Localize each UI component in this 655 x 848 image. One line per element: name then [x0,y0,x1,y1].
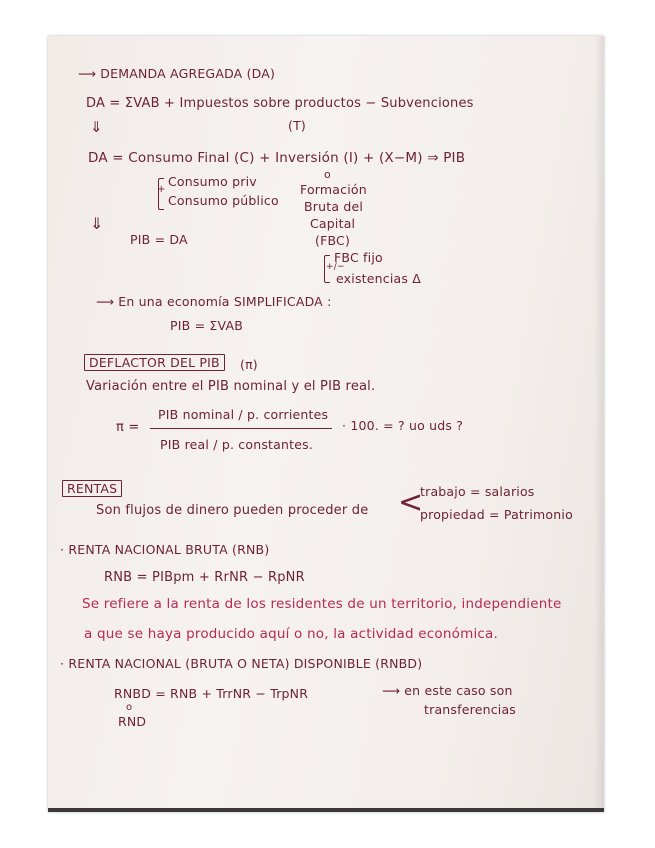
small-o-2: o [126,702,133,713]
rnbd-heading: · RENTA NACIONAL (BRUTA O NETA) DISPONIBLE (RNBD) [60,656,423,671]
times-hundred: · 100. = ? uo uds ? [342,418,464,433]
pi-equals: π = [116,420,140,435]
plus-sign: + [157,184,166,195]
fbc-fijo: FBC fijo [334,250,383,265]
numerator: PIB nominal / p. corrientes [158,407,329,422]
rnb-definition-1: Se refiere a la renta de los residentes de un territorio, independiente [82,596,562,612]
da-equation: DA = ΣVAB + Impuestos sobre productos − Subvenciones [86,96,474,111]
rnb-heading: · RENTA NACIONAL BRUTA (RNB) [60,542,270,557]
pib-sum-vab: PIB = ΣVAB [170,318,243,333]
rent-bracket: < [398,485,424,520]
pib-equals-da: PIB = DA [130,232,188,247]
fraction-bar [150,428,332,429]
plus-minus: +/− [326,262,345,272]
fbc-abbrev: (FBC) [315,233,351,248]
transfer-note: ⟶ en este caso son [382,683,513,698]
fbc-line-2: Bruta del [304,199,364,214]
trabajo-salarios: trabajo = salarios [420,484,535,499]
deflator-heading [84,355,225,370]
heading-demanda-agregada: ⟶ DEMANDA AGREGADA (DA) [78,66,276,81]
da-components-equation: DA = Consumo Final (C) + Inversión (I) + (X−M) ⇒ PIB [88,150,466,166]
rentas-heading [62,481,122,496]
implies-arrow: ⇓ [90,118,103,136]
transfer-note-2: transferencias [424,702,517,717]
small-o: o [324,168,331,181]
rentas-box: RENTAS [62,480,122,497]
deflator-definition: Variación entre el PIB nominal y el PIB real. [86,379,376,394]
propiedad-patrimonio: propiedad = Patrimonio [420,507,573,522]
public-consumption: Consumo público [168,193,279,208]
denominator: PIB real / p. constantes. [160,437,314,452]
simplified-economy: ⟶ En una economía SIMPLIFICADA : [96,294,332,309]
rnb-definition-2: a que se haya producido aquí o no, la actividad económica. [84,626,498,642]
rnd-label: RND [118,714,147,729]
rnb-equation: RNB = PIBpm + RrNR − RpNR [104,570,305,585]
fbc-line-3: Capital [310,216,356,231]
deflator-box: DEFLACTOR DEL PIB [84,354,225,371]
pi-symbol: (π) [240,357,258,372]
taxes-symbol: (T) [288,118,306,133]
rentas-definition: Son flujos de dinero pueden proceder de [96,503,369,518]
existencias: existencias Δ [336,271,422,286]
implies-arrow-2: ⇓ [90,214,104,233]
private-consumption: Consumo priv [168,174,257,189]
fbc-line-1: Formación [300,182,367,197]
rnbd-equation: RNBD = RNB + TrrNR − TrpNR [114,686,309,701]
page-edge [48,808,604,812]
